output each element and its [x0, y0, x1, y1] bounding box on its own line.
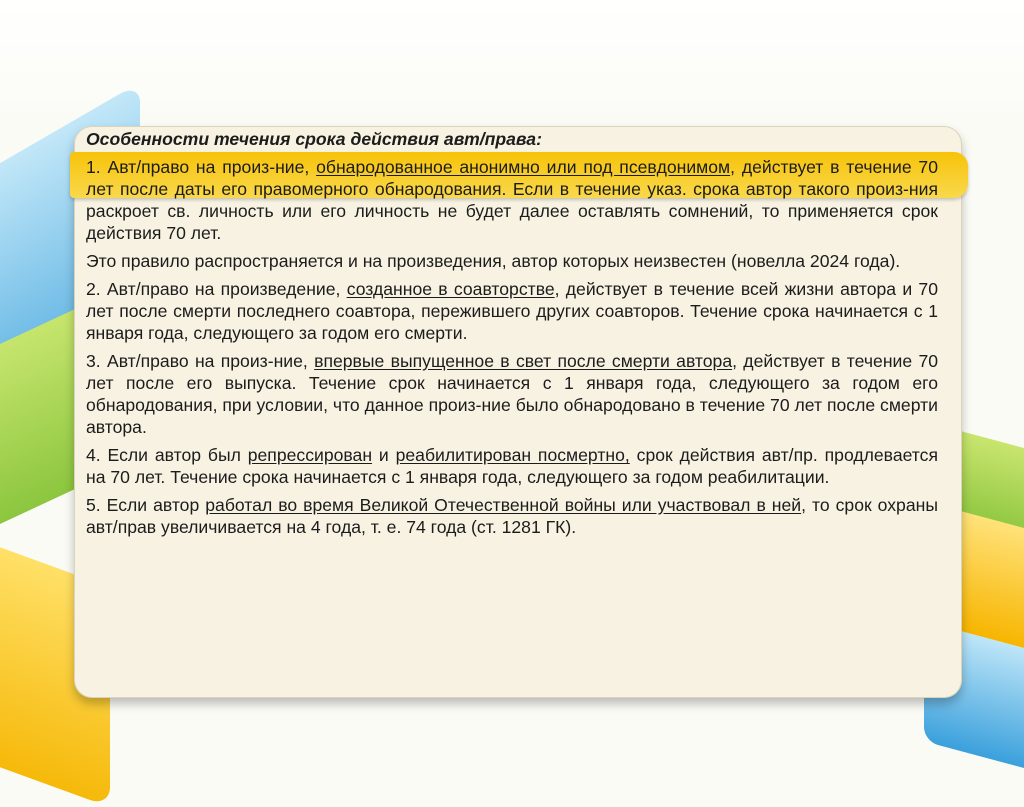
paragraph-3: 2. Авт/право на произведение, созданное в соавторстве, действует в течение всей жизни автора и 70 лет после смерти последнего соавтора, пережившего других соавторов. Течение срока начинается с 1 января года, следующего за годом его смерти.	[86, 279, 938, 343]
paragraph-4: 3. Авт/право на произ-ние, впервые выпущенное в свет после смерти автора, действует в течение 70 лет после его выпуска. Течение срок начинается с 1 января года, следующего за годом его обнародования, при условии, что данное произ-ние было обнародовано в течение 70 лет после смерти автора.	[86, 351, 939, 437]
paragraph-1: 1. Авт/право на произ-ние, обнародованное анонимно или под псевдонимом, действует в течение 70 лет после даты его правомерного обнародования. Если в течение указ. срока автор такого произ-ния раскроет св. личность или его личность не будет далее оставлять сомнений, то применяется срок действия 70 лет.	[86, 157, 938, 243]
paragraph-5: 4. Если автор был репрессирован и реабилитирован посмертно, срок действия авт/пр. продлевается на 70 лет. Течение срока начинается с 1 января года, следующего за годом реабилитации.	[86, 445, 938, 487]
slide-heading: Особенности течения срока действия авт/права:	[86, 129, 542, 149]
paragraph-6: 5. Если автор работал во время Великой Отечественной войны или участвовал в ней, то срок охраны авт/прав увеличивается на 4 года, т. е. 74 года (ст. 1281 ГК).	[86, 495, 938, 537]
paragraph-2: Это правило распространяется и на произведения, автор которых неизвестен (новелла 2024 года).	[86, 251, 901, 271]
slide-content	[86, 128, 938, 544]
background-top	[0, 0, 1024, 120]
